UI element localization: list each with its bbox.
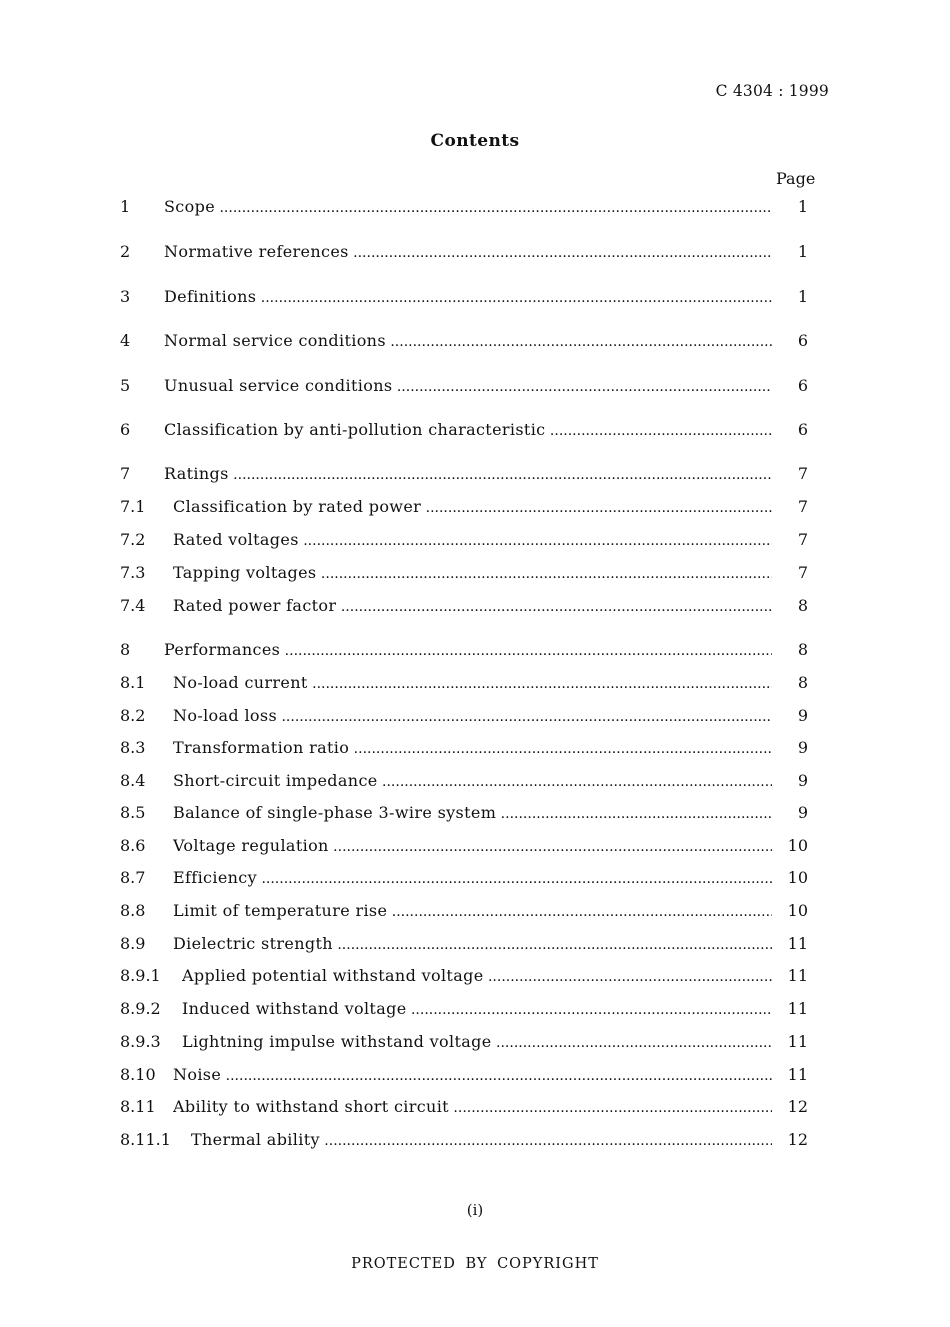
toc-entry-number: 6 [120, 420, 131, 439]
toc-entry[interactable] [0, 705, 950, 727]
toc-entry-page: 10 [787, 836, 808, 855]
toc-entry-title: Classification by rated power ..... [173, 496, 772, 519]
toc-entry-page: 8 [797, 640, 808, 659]
toc-entry[interactable] [0, 1129, 950, 1151]
toc-entry-page: 7 [797, 530, 808, 549]
toc-entry-number: 8.7 [120, 868, 146, 887]
toc-entry-page: 8 [797, 596, 808, 615]
toc-entry[interactable] [0, 933, 950, 955]
toc-entry[interactable] [0, 1031, 950, 1053]
copyright-notice: PROTECTED BY COPYRIGHT [351, 1256, 599, 1272]
toc-entry-title: Normal service conditions ..... [164, 330, 772, 353]
toc-entry-number: 8 [120, 640, 131, 659]
toc-entry-number: 8.9.1 [120, 966, 161, 985]
toc-entry-number: 7.3 [120, 563, 146, 582]
toc-entry[interactable] [0, 496, 950, 518]
toc-entry-page: 1 [797, 197, 808, 216]
toc-entry-page: 8 [797, 673, 808, 692]
toc-entry-number: 7 [120, 464, 131, 483]
toc-entry-number: 8.9.3 [120, 1032, 161, 1051]
toc-entry-title: Short-circuit impedance ..... [173, 770, 772, 793]
toc-entry-number: 2 [120, 242, 131, 261]
toc-entry-page: 11 [787, 1065, 808, 1084]
toc-entry-title: Induced withstand voltage ..... [182, 998, 772, 1021]
toc-entry-page: 9 [797, 803, 808, 822]
toc-entry-title: Ratings ..... [164, 463, 772, 486]
page-column-heading: Page [776, 169, 816, 188]
toc-entry-title: Normative references ..... [164, 241, 772, 264]
toc-entry-number: 7.4 [120, 596, 146, 615]
toc-entry-title: No-load loss ..... [173, 705, 772, 728]
toc-entry-number: 8.3 [120, 738, 146, 757]
toc-entry-title: Efficiency ..... [173, 867, 772, 890]
toc-entry-title: Dielectric strength ..... [173, 933, 772, 956]
toc-entry-number: 5 [120, 376, 131, 395]
toc-entry-title: Rated voltages ..... [173, 529, 772, 552]
toc-entry-page: 7 [797, 497, 808, 516]
toc-entry-page: 7 [797, 464, 808, 483]
toc-entry[interactable] [0, 835, 950, 857]
toc-entry[interactable] [0, 529, 950, 551]
toc-entry-page: 1 [797, 287, 808, 306]
toc-entry-title: Tapping voltages ..... [173, 562, 772, 585]
toc-entry-number: 3 [120, 287, 131, 306]
toc-entry-page: 9 [797, 738, 808, 757]
toc-entry-title: Performances ..... [164, 639, 772, 662]
toc-entry[interactable] [0, 241, 950, 263]
toc-entry-page: 10 [787, 901, 808, 920]
toc-entry-title: Unusual service conditions ..... [164, 375, 772, 398]
toc-entry-number: 8.4 [120, 771, 146, 790]
toc-entry-page: 7 [797, 563, 808, 582]
toc-entry[interactable] [0, 419, 950, 441]
toc-entry-title: Rated power factor ..... [173, 595, 772, 618]
toc-entry-page: 6 [797, 376, 808, 395]
toc-entry-number: 8.11.1 [120, 1130, 171, 1149]
toc-entry-number: 8.1 [120, 673, 146, 692]
toc-entry[interactable] [0, 770, 950, 792]
toc-entry[interactable] [0, 1064, 950, 1086]
toc-entry-title: Scope ..... [164, 196, 772, 219]
toc-entry-page: 9 [797, 771, 808, 790]
toc-entry-title: Thermal ability ..... [191, 1129, 772, 1152]
toc-entry[interactable] [0, 639, 950, 661]
toc-entry[interactable] [0, 463, 950, 485]
toc-entry-page: 6 [797, 420, 808, 439]
toc-entry-page: 1 [797, 242, 808, 261]
toc-entry-page: 6 [797, 331, 808, 350]
toc-entry-title: Balance of single-phase 3-wire system ..... [173, 802, 772, 825]
toc-entry-page: 11 [787, 934, 808, 953]
toc-entry-number: 8.9 [120, 934, 146, 953]
toc-entry-title: Lightning impulse withstand voltage ..... [182, 1031, 772, 1054]
toc-entry-title: No-load current ..... [173, 672, 772, 695]
toc-entry-number: 8.6 [120, 836, 146, 855]
toc-entry-title: Limit of temperature rise ..... [173, 900, 772, 923]
toc-entry-number: 7.1 [120, 497, 146, 516]
toc-entry[interactable] [0, 595, 950, 617]
toc-entry-title: Applied potential withstand voltage ..... [182, 965, 772, 988]
toc-entry-page: 12 [787, 1097, 808, 1116]
toc-entry[interactable] [0, 1096, 950, 1118]
toc-entry[interactable] [0, 286, 950, 308]
toc-entry[interactable] [0, 998, 950, 1020]
toc-entry[interactable] [0, 965, 950, 987]
footer-page-number: (i) [466, 1201, 484, 1219]
toc-entry[interactable] [0, 900, 950, 922]
toc-entry-number: 4 [120, 331, 131, 350]
toc-entry-page: 11 [787, 966, 808, 985]
toc-entry[interactable] [0, 330, 950, 352]
toc-entry-page: 11 [787, 999, 808, 1018]
toc-entry[interactable] [0, 672, 950, 694]
toc-entry-page: 12 [787, 1130, 808, 1149]
toc-entry[interactable] [0, 867, 950, 889]
toc-entry-number: 7.2 [120, 530, 146, 549]
toc-entry-number: 8.9.2 [120, 999, 161, 1018]
toc-entry-title: Transformation ratio ..... [173, 737, 772, 760]
toc-entry-page: 10 [787, 868, 808, 887]
toc-entry[interactable] [0, 562, 950, 584]
toc-entry-number: 8.2 [120, 706, 146, 725]
toc-entry-number: 8.10 [120, 1065, 156, 1084]
toc-entry[interactable] [0, 737, 950, 759]
toc-entry-title: Noise ..... [173, 1064, 772, 1087]
toc-entry[interactable] [0, 375, 950, 397]
toc-entry-title: Ability to withstand short circuit ..... [173, 1096, 772, 1119]
toc-entry-page: 11 [787, 1032, 808, 1051]
toc-entry-title: Voltage regulation ..... [173, 835, 772, 858]
toc-entry-number: 8.5 [120, 803, 146, 822]
toc-entry-number: 1 [120, 197, 131, 216]
toc-entry-number: 8.8 [120, 901, 146, 920]
toc-entry[interactable] [0, 196, 950, 218]
toc-entry-title: Classification by anti-pollution characteristic ..... [164, 419, 772, 442]
toc-entry-number: 8.11 [120, 1097, 156, 1116]
contents-title: Contents [430, 131, 520, 151]
toc-entry[interactable] [0, 802, 950, 824]
document-code: C 4304 : 1999 [715, 82, 829, 100]
toc-entry-title: Definitions ..... [164, 286, 772, 309]
toc-entry-page: 9 [797, 706, 808, 725]
